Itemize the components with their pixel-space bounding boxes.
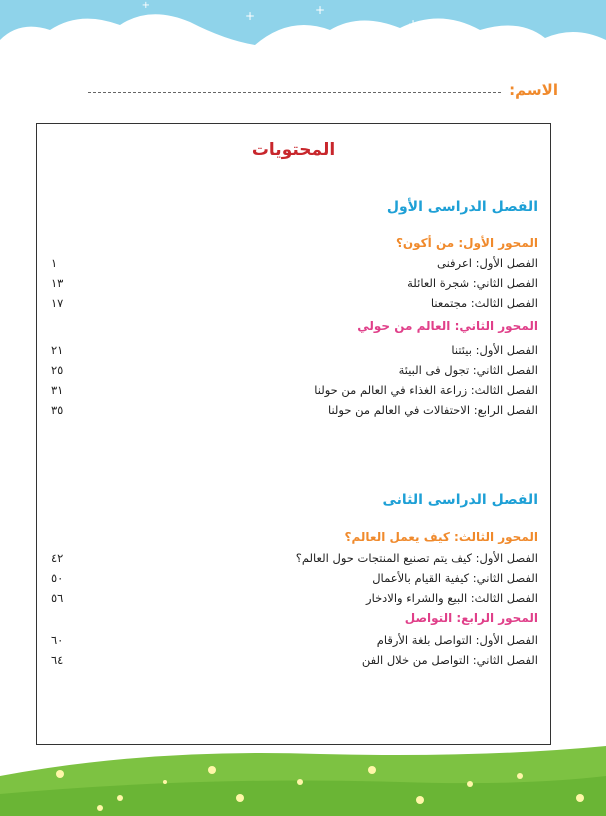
semester-2-title: الفصل الدراسى الثانى	[382, 492, 538, 508]
toc-entry[interactable]	[51, 401, 538, 419]
chapter-label: الفصل الأول: اعرفنى	[436, 256, 538, 270]
chapter-label: الفصل الأول: كيف يتم تصنيع المنتجات حول العالم؟	[295, 551, 538, 565]
chapter-label: الفصل الرابع: الاحتفالات في العالم من حولنا	[327, 403, 538, 417]
chapter-label: الفصل الثاني: كيفية القيام بالأعمال	[372, 571, 538, 585]
toc-entry[interactable]	[51, 361, 538, 379]
grass-footer	[0, 746, 606, 816]
axis-2-title: المحور الثاني: العالم من حولي	[357, 319, 538, 333]
toc-entry[interactable]	[51, 631, 538, 649]
page-number: ٤٢	[51, 551, 64, 565]
chapter-label: الفصل الثالث: مجتمعنا	[430, 296, 538, 310]
page-number: ٦٠	[51, 633, 64, 647]
axis-1-title: المحور الأول: من أكون؟	[395, 236, 538, 250]
page-number: ٦٤	[51, 653, 64, 667]
chapter-label: الفصل الثاني: التواصل من خلال الفن	[361, 653, 538, 667]
page-number: ٢١	[51, 343, 64, 357]
chapter-label: الفصل الثاني: تجول فى البيئة	[398, 363, 538, 377]
semester-1-title: الفصل الدراسى الأول	[386, 199, 538, 215]
name-row	[88, 80, 558, 100]
name-label: الاسم:	[509, 81, 558, 99]
page-number: ١٧	[51, 296, 64, 310]
page-number: ١٣	[51, 276, 64, 290]
chapter-label: الفصل الأول: التواصل بلغة الأرقام	[376, 633, 538, 647]
toc-entry[interactable]	[51, 381, 538, 399]
svg-text:+: +	[314, 3, 325, 17]
sky-cloud-banner	[0, 0, 606, 80]
toc-entry[interactable]	[51, 651, 538, 669]
contents-title: المحتويات	[251, 140, 336, 160]
axis-4-title: المحور الرابع: التواصل	[404, 611, 538, 625]
page-number: ١	[51, 256, 58, 270]
svg-text:+: +	[244, 9, 255, 23]
chapter-label: الفصل الثالث: البيع والشراء والادخار	[366, 591, 538, 605]
chapter-label: الفصل الأول: بيئتنا	[451, 343, 538, 357]
axis-3-title: المحور الثالث: كيف يعمل العالم؟	[344, 530, 538, 544]
page-number: ٣١	[51, 383, 64, 397]
toc-entry[interactable]	[51, 274, 538, 292]
page-number: ٥٦	[51, 591, 64, 605]
chapter-label: الفصل الثالث: زراعة الغذاء في العالم من حولنا	[314, 383, 538, 397]
toc-entry[interactable]	[51, 254, 538, 272]
toc-entry[interactable]	[51, 341, 538, 359]
toc-entry[interactable]	[51, 569, 538, 587]
table-of-contents-box	[36, 123, 551, 745]
name-field-line[interactable]	[88, 92, 501, 93]
svg-text:+: +	[407, 17, 418, 31]
svg-text:+: +	[141, 0, 150, 11]
page-number: ٥٠	[51, 571, 64, 585]
toc-entry[interactable]	[51, 294, 538, 312]
page-number: ٢٥	[51, 363, 64, 377]
toc-entry[interactable]	[51, 549, 538, 567]
chapter-label: الفصل الثاني: شجرة العائلة	[407, 276, 538, 290]
toc-entry[interactable]	[51, 589, 538, 607]
page-number: ٣٥	[51, 403, 64, 417]
